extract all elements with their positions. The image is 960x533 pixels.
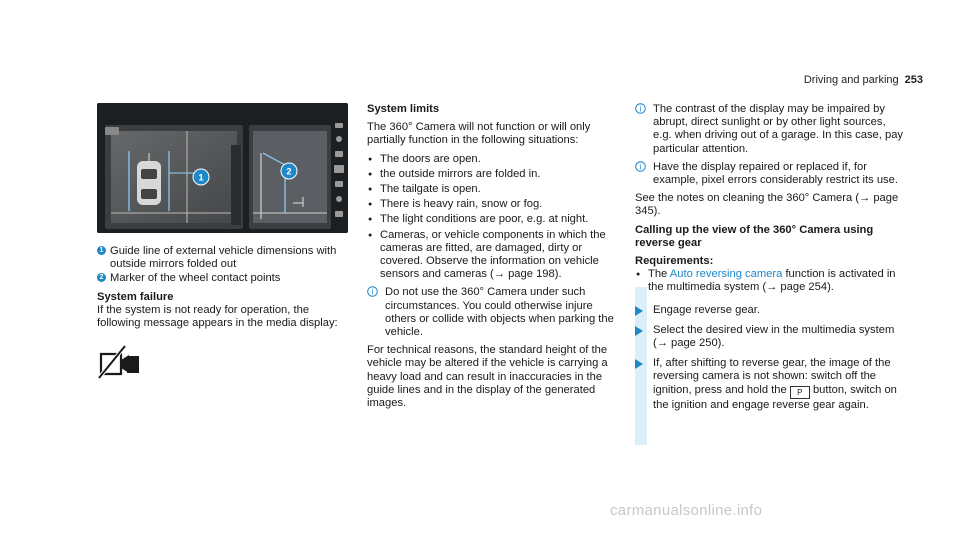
page-number: 253 (904, 74, 923, 86)
legend-number: 2 (97, 273, 106, 282)
callout-1-label: 1 (198, 172, 204, 183)
step-arrow-icon (635, 359, 643, 369)
camera-display-image (97, 103, 348, 233)
step-arrow-icon (635, 306, 643, 316)
legend-item (97, 272, 352, 285)
note-block (635, 161, 903, 187)
legend-number: 1 (97, 246, 106, 255)
req-text-pre: The (648, 268, 670, 281)
info-icon (635, 103, 646, 114)
info-icon (367, 286, 378, 297)
info-icon (635, 161, 646, 172)
watermark: carmanualsonline.info (610, 502, 763, 519)
legend-text: Marker of the wheel contact points (110, 272, 281, 285)
list-item: ● The tailgate is open. (367, 183, 619, 196)
svg-text:i: i (639, 104, 642, 114)
list-item: ● The doors are open. (367, 153, 619, 166)
requirements-label: Requirements: (635, 255, 714, 268)
camera-off-icon (97, 344, 352, 384)
step-arrow-icon (635, 326, 643, 336)
page-header (804, 74, 923, 87)
step-text: Select the desired view in the multimedia system (→ page 250). (653, 323, 895, 350)
step-text-a: If, after shifting to reverse gear, the image of the reversing camera is not shown: switch off the ignition, press and hold the (653, 357, 891, 396)
camera-view-illustration (97, 103, 348, 233)
list-item (635, 268, 903, 294)
cleaning-reference: See the notes on cleaning the 360° Camera (→ page 345). (635, 192, 899, 218)
reverse-gear-heading: Calling up the view of the 360° Camera using reverse gear (635, 223, 874, 249)
list-item: ● the outside mirrors are folded in. (367, 168, 619, 181)
system-limits-column (367, 103, 619, 415)
legend-text: Guide line of external vehicle dimensions with outside mirrors folded out (110, 245, 337, 271)
section-title: Driving and parking (803, 74, 899, 86)
system-failure-text: If the system is not ready for operation, the following message appears in the media display: (97, 303, 338, 330)
auto-reversing-camera-link[interactable]: Auto reversing camera (669, 268, 783, 281)
system-limits-intro: The 360° Camera will not function or will only partially function in the following situations: (367, 121, 591, 147)
note-text: Do not use the 360° Camera under such circumstances. You could otherwise injure others or collide with objects when parking the vehicle. (385, 286, 614, 339)
system-failure-heading: System failure (97, 290, 174, 303)
list-item: ● Cameras, or vehicle components in which the cameras are fitted, are damaged, dirty or covered. Observe the information on vehicle sensors and cameras (→ page 198). (367, 229, 619, 282)
step-text: Engage reverse gear. (653, 303, 760, 316)
callout-2-label: 2 (286, 166, 292, 177)
requirements-list (635, 268, 903, 294)
figure-legend (97, 245, 352, 384)
note-text: Have the display repaired or replaced if, for example, pixel errors considerably restrict its use. (653, 160, 898, 187)
req-text-post: function is activated in the multimedia system (→ page 254). (648, 268, 896, 294)
paragraph: For technical reasons, the standard height of the vehicle may be altered if the vehicle is carrying a heavy load and can result in inaccuracies in the guide lines and in the display of the generated images. (367, 344, 608, 410)
step-item (635, 304, 903, 317)
legend-item (97, 245, 352, 271)
system-limits-heading: System limits (367, 103, 440, 115)
svg-text:i: i (371, 287, 374, 297)
right-column (635, 103, 903, 419)
parking-button-icon: P (790, 386, 810, 399)
step-item (635, 324, 903, 350)
step-item (635, 357, 903, 412)
limits-list (367, 153, 619, 282)
step-text-b: button, switch on the ignition and engage reverse gear again. (653, 383, 897, 411)
list-item: ● The light conditions are poor, e.g. at night. (367, 213, 619, 226)
note-block (635, 103, 903, 156)
note-block (367, 286, 619, 339)
svg-text:i: i (639, 162, 642, 172)
note-text: The contrast of the display may be impaired by abrupt, direct sunlight or by other light sources, e.g. when driving out of a garage. In this case, pay particular attention. (653, 103, 904, 155)
list-item: ● There is heavy rain, snow or fog. (367, 198, 619, 211)
